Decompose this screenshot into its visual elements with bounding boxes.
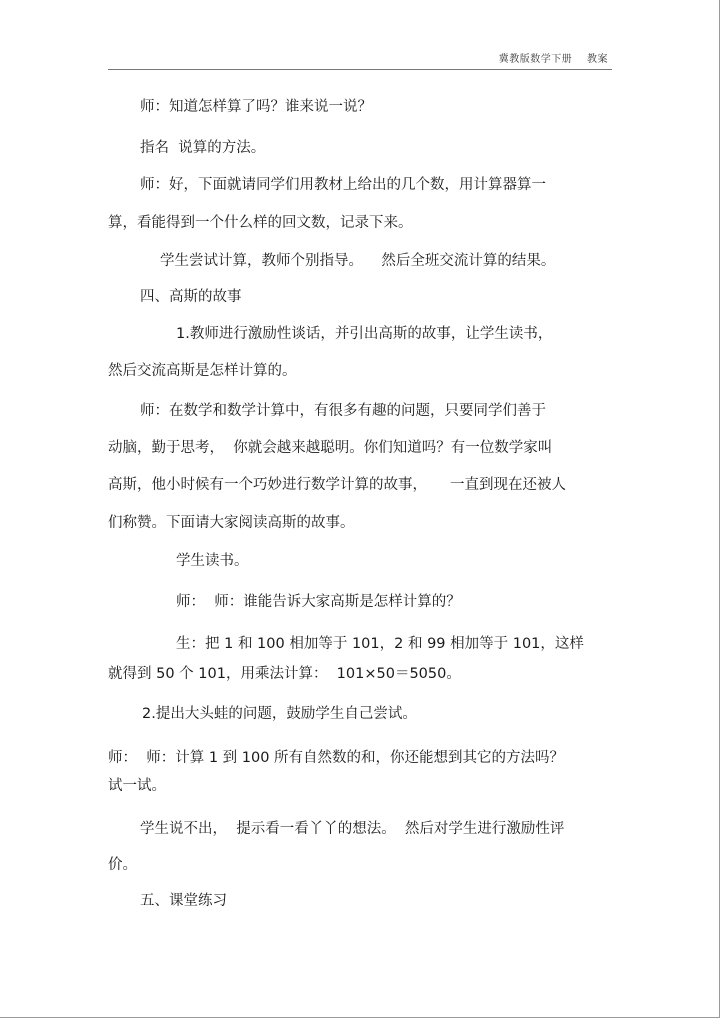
text-line: 师：知道怎样算了吗？谁来说一说？	[140, 99, 372, 115]
text-line: 们称赞。下面请大家阅读高斯的故事。	[108, 515, 355, 531]
section-heading: 四、高斯的故事	[140, 289, 242, 305]
text-line: 动脑，勤于思考， 你就会越来越聪明。你们知道吗？有一位数学家叫	[108, 440, 553, 456]
text-line: 就得到 50 个 101，用乘法计算： 101×50＝5050。	[108, 666, 461, 682]
text-line: 学生说不出， 提示看一看丫丫的想法。 然后对学生进行激励性评	[140, 821, 565, 837]
text-line: 价。	[108, 857, 137, 873]
section-heading: 五、课堂练习	[140, 893, 227, 909]
text-line: 生：把 1 和 100 相加等于 101，2 和 99 相加等于 101，这样	[176, 636, 584, 652]
text-line: 1.教师进行激励性谈话，并引出高斯的故事，让学生读书，	[176, 326, 553, 342]
text-line: 然后交流高斯是怎样计算的。	[108, 363, 297, 379]
text-line: 师：好，下面就请同学们用教材上给出的几个数，用计算器算一	[140, 177, 546, 193]
text-line: 师：在数学和数学计算中，有很多有趣的问题，只要同学们善于	[140, 403, 546, 419]
text-line: 师： 师：谁能告诉大家高斯是怎样计算的？	[176, 594, 461, 610]
text-line: 师： 师：计算 1 到 100 所有自然数的和，你还能想到其它的方法吗？	[108, 750, 565, 766]
page-header: 冀教版数学下册 教案	[498, 54, 608, 65]
text-line: 高斯，他小时候有一个巧妙进行数学计算的故事， 一直到现在还被人	[108, 477, 567, 493]
text-line: 指名 说算的方法。	[140, 140, 266, 156]
text-line: 学生读书。	[176, 553, 249, 569]
text-line: 算，看能得到一个什么样的回文数，记录下来。	[108, 215, 413, 231]
header-rule	[108, 69, 612, 70]
text-line: 试一试。	[108, 778, 166, 794]
text-line: 学生尝试计算，教师个别指导。 然后全班交流计算的结果。	[160, 253, 556, 269]
text-line: 2.提出大头蛙的问题，鼓励学生自己尝试。	[142, 706, 417, 722]
